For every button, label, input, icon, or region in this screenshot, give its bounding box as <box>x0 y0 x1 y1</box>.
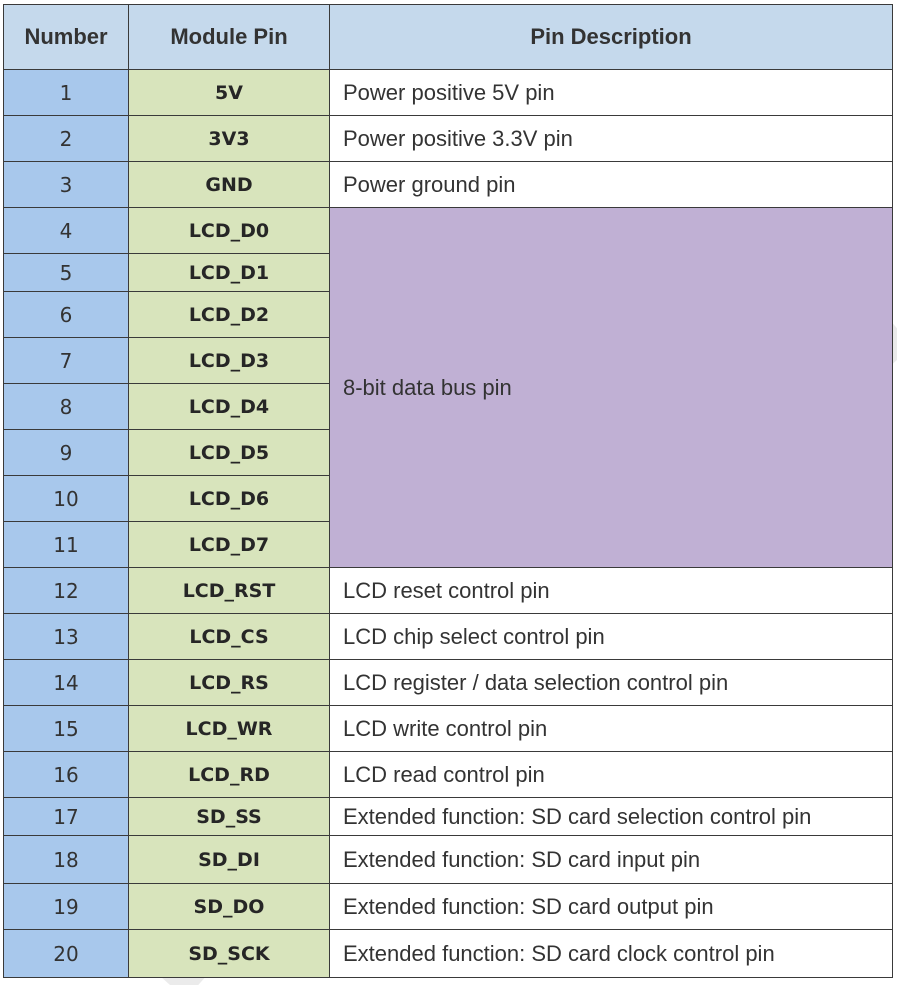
row-number: 9 <box>4 430 129 476</box>
pin-table-container <box>3 4 893 978</box>
row-description: LCD register / data selection control pin <box>330 660 893 706</box>
row-number: 19 <box>4 884 129 930</box>
row-pin: 5V <box>129 70 330 116</box>
row-pin: LCD_D4 <box>129 384 330 430</box>
row-number: 11 <box>4 522 129 568</box>
row-description: Extended function: SD card output pin <box>330 884 893 930</box>
row-number: 3 <box>4 162 129 208</box>
table-row <box>4 614 893 660</box>
table-row <box>4 660 893 706</box>
table-row <box>4 116 893 162</box>
row-number: 6 <box>4 292 129 338</box>
row-pin: LCD_D3 <box>129 338 330 384</box>
row-pin: 3V3 <box>129 116 330 162</box>
row-pin: LCD_D5 <box>129 430 330 476</box>
row-pin: LCD_RD <box>129 752 330 798</box>
row-number: 15 <box>4 706 129 752</box>
row-pin: SD_DO <box>129 884 330 930</box>
row-pin: LCD_RST <box>129 568 330 614</box>
row-description: LCD chip select control pin <box>330 614 893 660</box>
table-row <box>4 836 893 884</box>
table-row <box>4 930 893 978</box>
row-number: 12 <box>4 568 129 614</box>
row-pin: GND <box>129 162 330 208</box>
row-pin: SD_SS <box>129 798 330 836</box>
row-pin: SD_DI <box>129 836 330 884</box>
row-number: 2 <box>4 116 129 162</box>
row-pin: LCD_D6 <box>129 476 330 522</box>
row-description: LCD reset control pin <box>330 568 893 614</box>
row-number: 16 <box>4 752 129 798</box>
table-row <box>4 798 893 836</box>
row-pin: LCD_D2 <box>129 292 330 338</box>
header-pin-description: Pin Description <box>330 5 893 70</box>
row-number: 5 <box>4 254 129 292</box>
table-row <box>4 884 893 930</box>
header-number: Number <box>4 5 129 70</box>
row-number: 4 <box>4 208 129 254</box>
table-row <box>4 752 893 798</box>
table-row <box>4 568 893 614</box>
row-description-data-bus: 8-bit data bus pin <box>330 208 893 568</box>
row-pin: LCD_WR <box>129 706 330 752</box>
row-description: LCD read control pin <box>330 752 893 798</box>
row-number: 13 <box>4 614 129 660</box>
row-description: Extended function: SD card clock control pin <box>330 930 893 978</box>
row-number: 14 <box>4 660 129 706</box>
header-module-pin: Module Pin <box>129 5 330 70</box>
row-number: 8 <box>4 384 129 430</box>
row-description: LCD write control pin <box>330 706 893 752</box>
row-pin: SD_SCK <box>129 930 330 978</box>
row-pin: LCD_RS <box>129 660 330 706</box>
row-number: 18 <box>4 836 129 884</box>
row-description: Extended function: SD card input pin <box>330 836 893 884</box>
row-number: 10 <box>4 476 129 522</box>
row-description: Power positive 3.3V pin <box>330 116 893 162</box>
table-header-row <box>4 5 893 70</box>
row-number: 1 <box>4 70 129 116</box>
table-row <box>4 70 893 116</box>
row-description: Power positive 5V pin <box>330 70 893 116</box>
table-row <box>4 162 893 208</box>
row-number: 7 <box>4 338 129 384</box>
pin-table <box>3 4 893 978</box>
table-row <box>4 208 893 254</box>
row-pin: LCD_D1 <box>129 254 330 292</box>
row-description: Extended function: SD card selection control pin <box>330 798 893 836</box>
row-number: 20 <box>4 930 129 978</box>
table-row <box>4 706 893 752</box>
row-pin: LCD_D0 <box>129 208 330 254</box>
row-pin: LCD_CS <box>129 614 330 660</box>
row-description: Power ground pin <box>330 162 893 208</box>
row-pin: LCD_D7 <box>129 522 330 568</box>
row-number: 17 <box>4 798 129 836</box>
